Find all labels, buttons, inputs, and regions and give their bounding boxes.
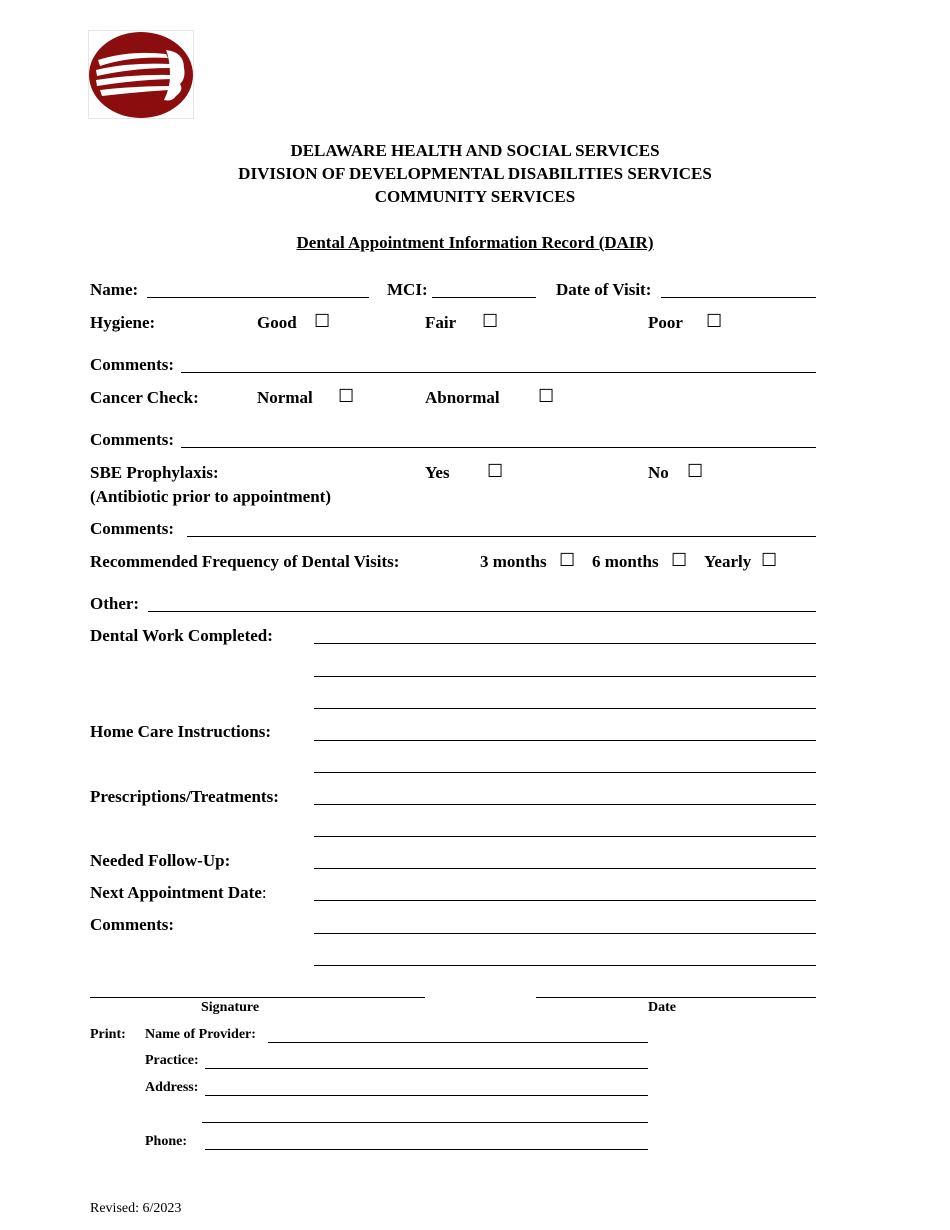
date-of-visit-label: Date of Visit:: [556, 280, 652, 299]
final-comments-label: Comments:: [90, 915, 175, 934]
division-title: DIVISION OF DEVELOPMENTAL DISABILITIES SERVICES: [238, 164, 712, 183]
hygiene-fair-checkbox[interactable]: ☐: [482, 311, 499, 331]
freq-yearly-checkbox[interactable]: ☐: [761, 550, 778, 570]
hygiene-label: Hygiene:: [90, 313, 156, 332]
sbe-no-label: No: [648, 463, 669, 482]
signature-field[interactable]: [90, 997, 425, 998]
freq-3-months-label: 3 months: [480, 552, 547, 571]
cancer-normal-label: Normal: [257, 388, 313, 407]
sbe-label: SBE Prophylaxis:: [90, 463, 219, 482]
home-care-label: Home Care Instructions:: [90, 722, 271, 741]
home-care-field-1[interactable]: [314, 740, 816, 741]
revised-date: Revised: 6/2023: [90, 1201, 182, 1216]
hygiene-poor-checkbox[interactable]: ☐: [706, 311, 723, 331]
hygiene-good-label: Good: [257, 313, 297, 332]
sbe-comments-label: Comments:: [90, 519, 175, 538]
date-field[interactable]: [536, 997, 816, 998]
follow-up-label: Needed Follow-Up:: [90, 851, 231, 870]
dental-work-field-1[interactable]: [314, 643, 816, 644]
dental-work-label: Dental Work Completed:: [90, 626, 273, 645]
dhss-logo: [88, 30, 196, 120]
cancer-comments-label: Comments:: [90, 430, 175, 449]
agency-title: DELAWARE HEALTH AND SOCIAL SERVICES: [290, 141, 660, 160]
prescriptions-field-2[interactable]: [314, 836, 816, 837]
other-field[interactable]: [148, 611, 816, 612]
sbe-sub-label: (Antibiotic prior to appointment): [90, 487, 331, 506]
form-title-wrap: [0, 233, 950, 253]
address-label: Address:: [145, 1080, 199, 1095]
dental-work-field-3[interactable]: [314, 708, 816, 709]
provider-name-field[interactable]: [268, 1042, 648, 1043]
freq-yearly-label: Yearly: [704, 552, 752, 571]
frequency-label: Recommended Frequency of Dental Visits:: [90, 552, 400, 571]
cancer-abnormal-label: Abnormal: [425, 388, 500, 407]
print-label: Print:: [90, 1027, 126, 1042]
prescriptions-field-1[interactable]: [314, 804, 816, 805]
form-title: Dental Appointment Information Record (DAIR): [296, 233, 654, 252]
hygiene-comments-field[interactable]: [181, 372, 816, 373]
signature-label: Signature: [201, 1000, 260, 1015]
practice-field[interactable]: [205, 1068, 648, 1069]
hygiene-fair-label: Fair: [425, 313, 457, 332]
next-appointment-colon: :: [261, 883, 267, 902]
home-care-field-2[interactable]: [314, 772, 816, 773]
phone-field[interactable]: [205, 1149, 648, 1150]
other-label: Other:: [90, 594, 140, 613]
follow-up-field[interactable]: [314, 868, 816, 869]
address-field-1[interactable]: [205, 1095, 648, 1096]
sbe-no-checkbox[interactable]: ☐: [687, 461, 704, 481]
sbe-yes-checkbox[interactable]: ☐: [487, 461, 504, 481]
date-of-visit-field[interactable]: [661, 297, 816, 298]
hygiene-poor-label: Poor: [648, 313, 683, 332]
sbe-yes-label: Yes: [425, 463, 450, 482]
sbe-comments-field[interactable]: [187, 536, 816, 537]
dental-work-field-2[interactable]: [314, 676, 816, 677]
provider-name-label: Name of Provider:: [145, 1027, 256, 1042]
freq-6-months-checkbox[interactable]: ☐: [671, 550, 688, 570]
date-label: Date: [648, 1000, 676, 1015]
next-appointment-text: Next Appointment Date: [90, 883, 262, 902]
cancer-comments-field[interactable]: [181, 447, 816, 448]
name-label: Name:: [90, 280, 139, 299]
next-appointment-label: [90, 883, 267, 903]
practice-label: Practice:: [145, 1053, 199, 1068]
services-title: COMMUNITY SERVICES: [374, 187, 576, 206]
mci-label: MCI:: [387, 280, 428, 299]
hygiene-good-checkbox[interactable]: ☐: [314, 311, 331, 331]
next-appointment-field[interactable]: [314, 900, 816, 901]
cancer-normal-checkbox[interactable]: ☐: [338, 386, 355, 406]
phone-label: Phone:: [145, 1134, 187, 1149]
mci-field[interactable]: [432, 297, 536, 298]
final-comments-field-1[interactable]: [314, 933, 816, 934]
name-field[interactable]: [147, 297, 369, 298]
address-field-2[interactable]: [202, 1122, 648, 1123]
prescriptions-label: Prescriptions/Treatments:: [90, 787, 279, 806]
freq-6-months-label: 6 months: [592, 552, 659, 571]
cancer-check-label: Cancer Check:: [90, 388, 199, 407]
final-comments-field-2[interactable]: [314, 965, 816, 966]
hygiene-comments-label: Comments:: [90, 355, 175, 374]
freq-3-months-checkbox[interactable]: ☐: [559, 550, 576, 570]
cancer-abnormal-checkbox[interactable]: ☐: [538, 386, 555, 406]
